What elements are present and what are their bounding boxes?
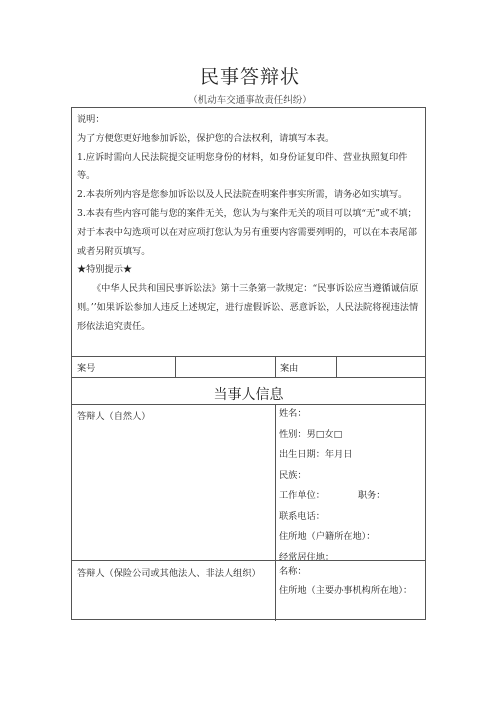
instructions-block xyxy=(77,111,419,337)
position-field[interactable]: 职务： xyxy=(357,490,386,501)
special-tip-heading: ★特别提示★ xyxy=(77,264,133,276)
divider xyxy=(275,404,276,621)
case-number-label: 案号 xyxy=(77,363,96,374)
work-unit-field[interactable]: 工作单位： xyxy=(279,490,325,501)
gender-field[interactable]: 性别：男□女□ xyxy=(279,428,343,440)
party-section-title: 当事人信息 xyxy=(213,387,284,403)
instructions-item-2: 2.本表所列内容是您参加诉讼以及人民法院查明案件事实所需，请务必如实填写。 xyxy=(77,189,408,201)
divider xyxy=(336,356,337,377)
org-address-field[interactable]: 住所地（主要办事机构所在地）： xyxy=(279,585,413,596)
natural-person-label: 答辩人（自然人） xyxy=(77,411,151,422)
birth-date-field[interactable]: 出生日期：年月日 xyxy=(279,449,353,460)
name-field[interactable]: 姓名： xyxy=(279,408,307,419)
special-tip-body: 《中华人民共和国民事诉讼法》第十三条第一款规定：“民事诉讼应当遵循诚信原则。’’如果诉讼参加人违反上述规定，进行虚假诉讼、恶意诉讼，人民法院将视违法情形依法追究责任。 xyxy=(77,283,419,332)
instructions-item-3: 3.本表有些内容可能与您的案件无关，您认为与案件无关的项目可以填“无”或不填；对于本表中勾选项可以在对应项打您认为另有重要内容需要列明的，可以在本表尾部或者另附页填写。 xyxy=(77,207,417,257)
phone-field[interactable]: 联系电话： xyxy=(279,510,325,522)
residence-field[interactable]: 经常居住地： xyxy=(279,551,335,563)
org-name-field[interactable]: 名称： xyxy=(279,566,307,577)
case-number-field[interactable] xyxy=(180,360,270,374)
document-subtitle: （机动车交通事故责任纠纷） xyxy=(188,95,312,106)
instructions-line: 为了方便您更好地参加诉讼，保护您的合法权利，请填写本表。 xyxy=(77,132,335,144)
divider xyxy=(275,356,276,377)
organization-label: 答辩人（保险公司或其他法人、非法人组织） xyxy=(77,568,261,579)
case-cause-field[interactable] xyxy=(340,360,420,374)
divider xyxy=(175,356,176,377)
ethnicity-field[interactable]: 民族： xyxy=(279,469,307,481)
instructions-item-1: 1.应诉时需向人民法院提交证明您身份的材料，如身份证复印件、营业执照复印件等。 xyxy=(77,151,408,182)
divider xyxy=(72,377,425,378)
organization-fields xyxy=(279,562,419,600)
domicile-field[interactable]: 住所地（户籍所在地）： xyxy=(279,531,376,542)
work-unit-row xyxy=(279,486,424,507)
form-table xyxy=(71,107,426,620)
divider xyxy=(72,560,425,561)
case-cause-label: 案由 xyxy=(280,363,299,374)
divider xyxy=(72,356,425,357)
natural-person-fields xyxy=(279,404,424,568)
instructions-heading: 说明： xyxy=(77,114,105,125)
document-title: 民事答辩状 xyxy=(199,66,300,88)
